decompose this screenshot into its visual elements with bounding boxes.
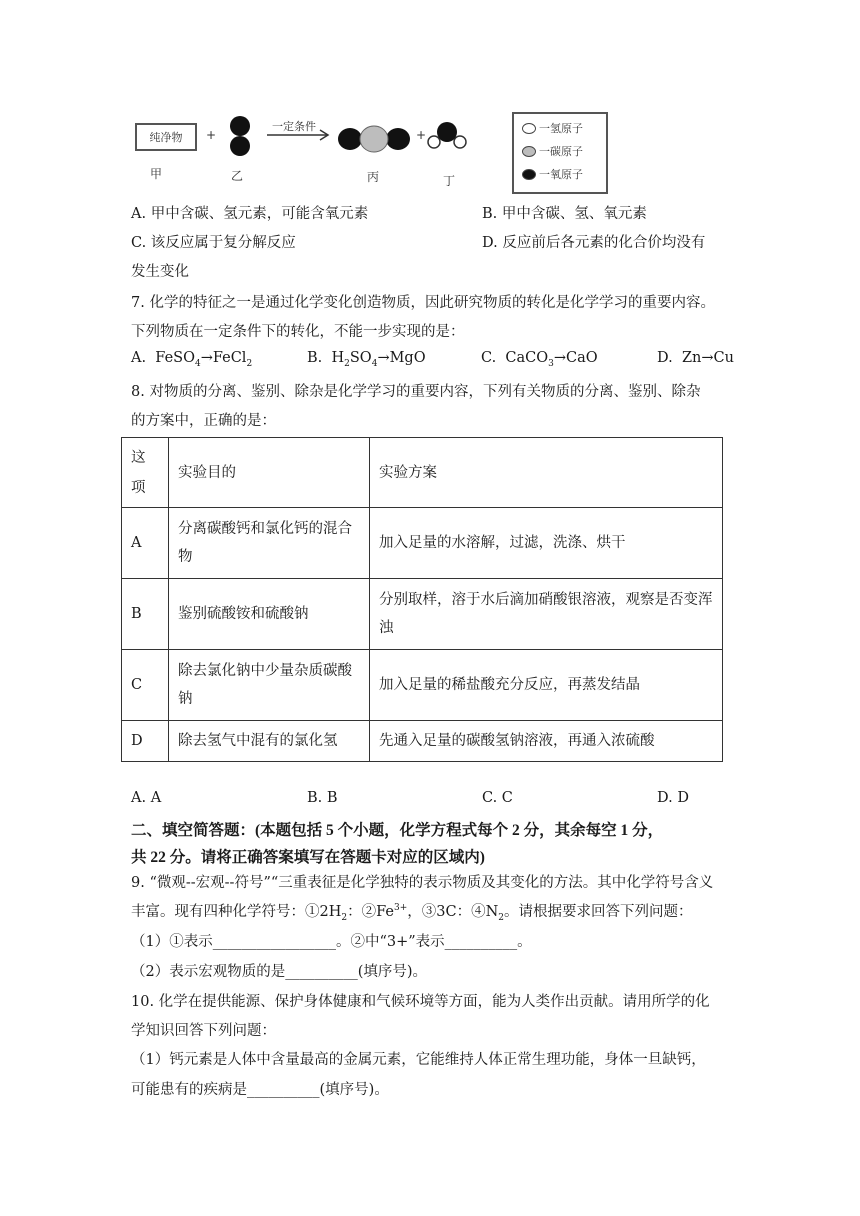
label-ding: 丁 [443,174,456,188]
molecule-co2-icon [336,123,412,155]
header-goal: 实验目的 [169,438,370,508]
reaction-condition: 一定条件 [272,120,316,133]
q7-stem-line2: 下列物质在一定条件下的转化，不能一步实现的是： [131,324,465,340]
atom-legend [512,112,608,194]
legend-item-oxygen: 一氧原子 [522,166,583,182]
header-plan: 实验方案 [370,438,723,508]
q8-stem-line1: 8. 对物质的分离、鉴别、除杂是化学学习的重要内容，下列有关物质的分离、鉴别、除杂 [131,384,701,400]
q8-answer-a: A. A [131,790,162,806]
pure-substance-box: 纯净物 [135,123,197,151]
q10-part1-line2: 可能患有的疾病是__________(填序号)。 [131,1082,389,1098]
q7-option-d: D. Zn→Cu [657,350,734,366]
hydrogen-atom-icon [522,123,536,134]
row-plan: 加入足量的稀盐酸充分反应，再蒸发结晶 [370,650,723,721]
carbon-atom-icon [522,146,536,157]
row-plan: 先通入足量的碳酸氢钠溶液，再通入浓硫酸 [370,721,723,762]
legend-item-carbon: 一碳原子 [522,143,583,159]
table-row [122,650,723,721]
plus-sign: + [206,128,217,142]
q9-part2: （2）表示宏观物质的是__________(填序号)。 [131,964,428,980]
row-option: B [122,579,169,650]
label-jia: 甲 [150,167,163,181]
q10-stem-line2: 学知识回答下列问题： [131,1023,276,1039]
q10-part1-line1: （1）钙元素是人体中含量最高的金属元素，它能维持人体正常生理功能，身体一旦缺钙， [131,1052,706,1068]
q9-part1: （1）①表示_________________。②中“3+”表示__________。 [131,934,532,950]
row-goal: 鉴别硫酸铵和硫酸钠 [169,579,370,650]
row-plan: 加入足量的水溶解，过滤，洗涤、烘干 [370,508,723,579]
q9-stem-line1: 9. “微观--宏观--符号”“三重表征是化学独特的表示物质及其变化的方法。其中化学符号含义 [131,875,714,891]
q6-option-c: C. 该反应属于复分解反应 [131,235,296,251]
q7-option-c: C. CaCO$_3$→CaO [481,350,598,369]
q6-option-a: A. 甲中含碳、氢元素，可能含氧元素 [131,206,369,222]
row-goal: 分离碳酸钙和氯化钙的混合物 [169,508,370,579]
q6-option-d: D. 反应前后各元素的化合价均没有 [482,235,706,251]
section2-heading-line2: 共 22 分。请将正确答案填写在答题卡对应的区域内) [131,849,485,866]
table-header-row [122,438,723,508]
legend-item-hydrogen: 一氢原子 [522,120,583,136]
row-option: D [122,721,169,762]
row-plan: 分别取样，溶于水后滴加硝酸银溶液，观察是否变浑浊 [370,579,723,650]
molecule-h2o-icon [426,120,470,154]
q6-option-b: B. 甲中含碳、氢、氧元素 [482,206,647,222]
plus-sign-2: + [416,128,427,142]
q8-stem-line2: 的方案中，正确的是： [131,413,276,429]
q7-option-b: B. $H_2SO_4\to MgO$ [307,350,426,369]
oxygen-atom-icon [522,169,536,180]
table-row [122,508,723,579]
row-goal: 除去氢气中混有的氯化氢 [169,721,370,762]
q10-stem-line1: 10. 化学在提供能源、保护身体健康和气候环境等方面，能为人类作出贡献。请用所学的化 [131,994,710,1010]
q8-answer-b: B. B [307,790,338,806]
header-option: 这 项 [122,438,169,508]
table-row [122,579,723,650]
table-row [122,721,723,762]
q8-answer-d: D. D [657,790,689,806]
row-option: A [122,508,169,579]
q7-stem-line1: 7. 化学的特征之一是通过化学变化创造物质，因此研究物质的转化是化学学习的重要内容。 [131,295,715,311]
label-yi: 乙 [231,169,244,183]
reaction-arrow-icon [265,128,333,142]
molecule-o2-icon [225,112,255,162]
experiment-table [121,437,723,762]
q6-option-d-cont: 发生变化 [131,264,189,280]
row-goal: 除去氯化钠中少量杂质碳酸钠 [169,650,370,721]
q8-answer-c: C. C [482,790,513,806]
q9-stem-line2: 丰富。现有四种化学符号：$①2H_2$：$②Fe^{3+}$，③3C：$④N_2$。请根据要求回答下列问题： [131,903,693,923]
section2-heading-line1: 二、填空简答题：(本题包括 5 个小题，化学方程式每个 2 分，其余每空 1 分， [131,822,664,839]
label-bing: 丙 [367,170,380,184]
q7-option-a: A. FeSO$_4$→FeCl$_2$ [131,350,253,369]
row-option: C [122,650,169,721]
